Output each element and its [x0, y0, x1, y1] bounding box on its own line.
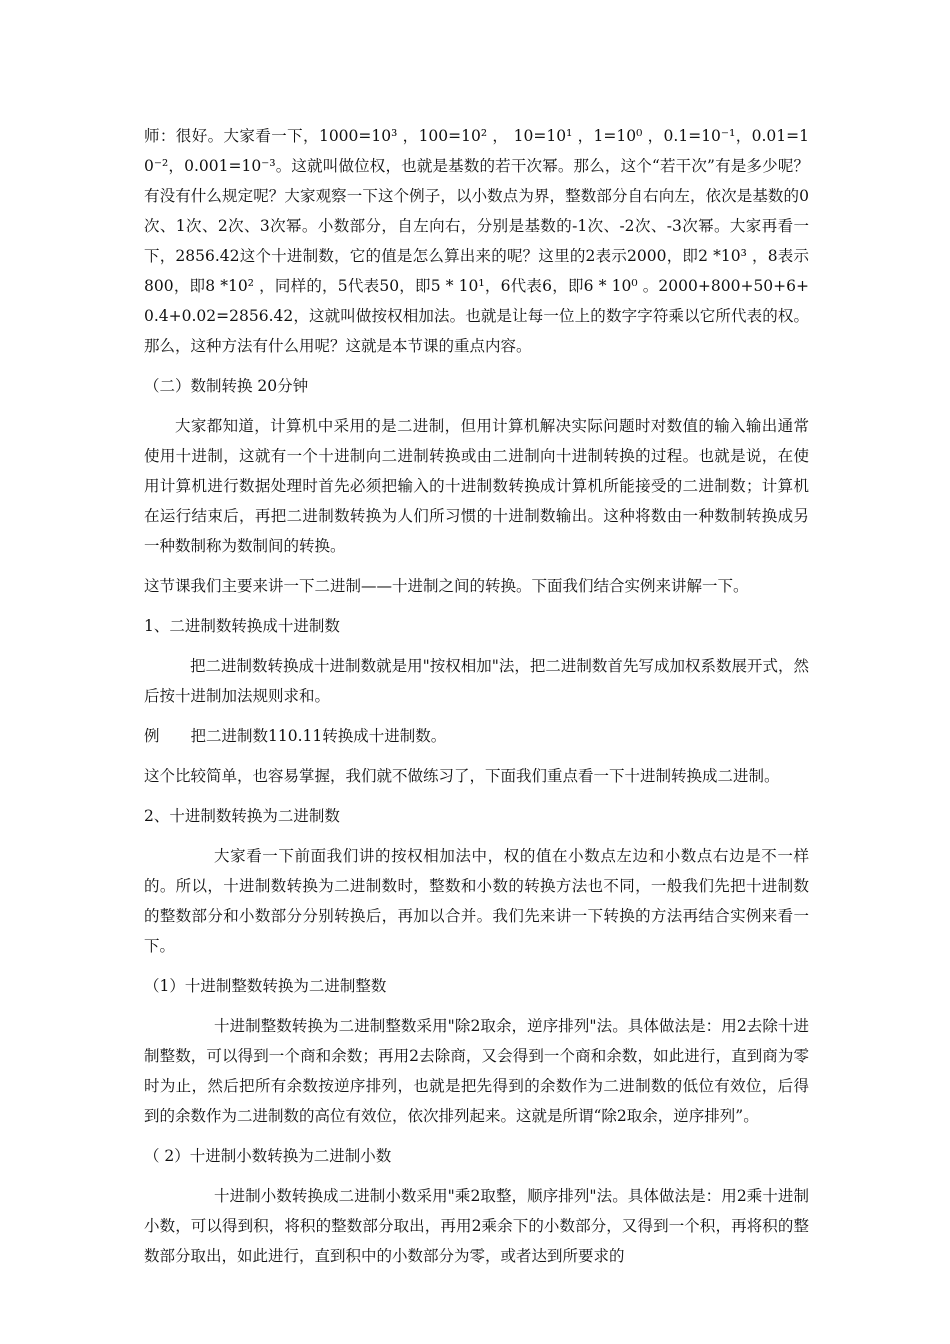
paragraph-conversion-intro: 大家都知道，计算机中采用的是二进制，但用计算机解决实际问题时对数值的输入输出通常使用十进制，这就有一个十进制向二进制转换或由二进制向十进制转换的过程。也就是说，在使用计算机进行数据处理时首先必须把输入的十进制数转换成计算机所能接受的二进制数；计算机在运行结束后，再把二进制数转换为人们所习惯的十进制数输出。这种将数由一种数制转换成另一种数制称为数制间的转换。	[144, 417, 809, 555]
subheading-fraction-conversion: （ 2）十进制小数转换为二进制小数	[144, 1147, 392, 1165]
subheading-binary-to-decimal: 1、二进制数转换成十进制数	[144, 617, 340, 635]
subheading-integer-conversion: （1）十进制整数转换为二进制整数	[144, 977, 387, 995]
paragraph-decimal-to-binary-overview: 大家看一下前面我们讲的按权相加法中，权的值在小数点左边和小数点右边是不一样的。所以，十进制数转换为二进制数时，整数和小数的转换方法也不同，一般我们先把十进制数的整数部分和小数部分分别转换后，再加以合并。我们先来讲一下转换的方法再结合实例来看一下。	[144, 847, 809, 955]
paragraph-power-weights: 师：很好。大家看一下，1000=10³ ，100=10² ， 10=10¹ ，1=10⁰ ，0.1=10⁻¹，0.01=10⁻²，0.001=10⁻³。这就叫做位权，也就是基数的若干次幂。那么，这个“若干次”有是多少呢？有没有什么规定呢？大家观察一下这个例子，以小数点为界，整数部分自右向左，依次是基数的0次、1次、2次、3次幂。小数部分，自左向右，分别是基数的-1次、-2次、-3次幂。大家再看一下，2856.42这个十进制数，它的值是怎么算出来的呢？这里的2表示2000，即2 *10³ ，8表示800，即8 *10² ，同样的，5代表50，即5 * 10¹，6代表6，即6 * 10⁰ 。2000+800+50+6+0.4+0.02=2856.42，这就叫做按权相加法。也就是让每一位上的数字字符乘以它所代表的权。那么，这种方法有什么用呢？这就是本节课的重点内容。	[144, 127, 809, 355]
paragraph-lesson-focus: 这节课我们主要来讲一下二进制——十进制之间的转换。下面我们结合实例来讲解一下。	[144, 577, 749, 595]
document-body	[144, 121, 809, 1281]
paragraph-fraction-conversion-method: 十进制小数转换成二进制小数采用"乘2取整，顺序排列"法。具体做法是：用2乘十进制小数，可以得到积，将积的整数部分取出，再用2乘余下的小数部分，又得到一个积，再将积的整数部分取出，如此进行，直到积中的小数部分为零，或者达到所要求的	[144, 1187, 809, 1265]
paragraph-weighted-sum-method: 把二进制数转换成十进制数就是用"按权相加"法，把二进制数首先写成加权系数展开式，然后按十进制加法规则求和。	[144, 657, 809, 705]
paragraph-integer-conversion-method: 十进制整数转换为二进制整数采用"除2取余，逆序排列"法。具体做法是：用2去除十进制整数，可以得到一个商和余数；再用2去除商，又会得到一个商和余数，如此进行，直到商为零时为止，然后把所有余数按逆序排列，也就是把先得到的余数作为二进制数的低位有效位，后得到的余数作为二进制数的高位有效位，依次排列起来。这就是所谓“除2取余，逆序排列”。	[144, 1017, 809, 1125]
section-heading-number-conversion: （二）数制转换 20分钟	[144, 377, 309, 395]
paragraph-example: 例 把二进制数110.11转换成十进制数。	[144, 727, 447, 745]
subheading-decimal-to-binary: 2、十进制数转换为二进制数	[144, 807, 340, 825]
paragraph-transition: 这个比较简单，也容易掌握，我们就不做练习了，下面我们重点看一下十进制转换成二进制。	[144, 767, 780, 785]
